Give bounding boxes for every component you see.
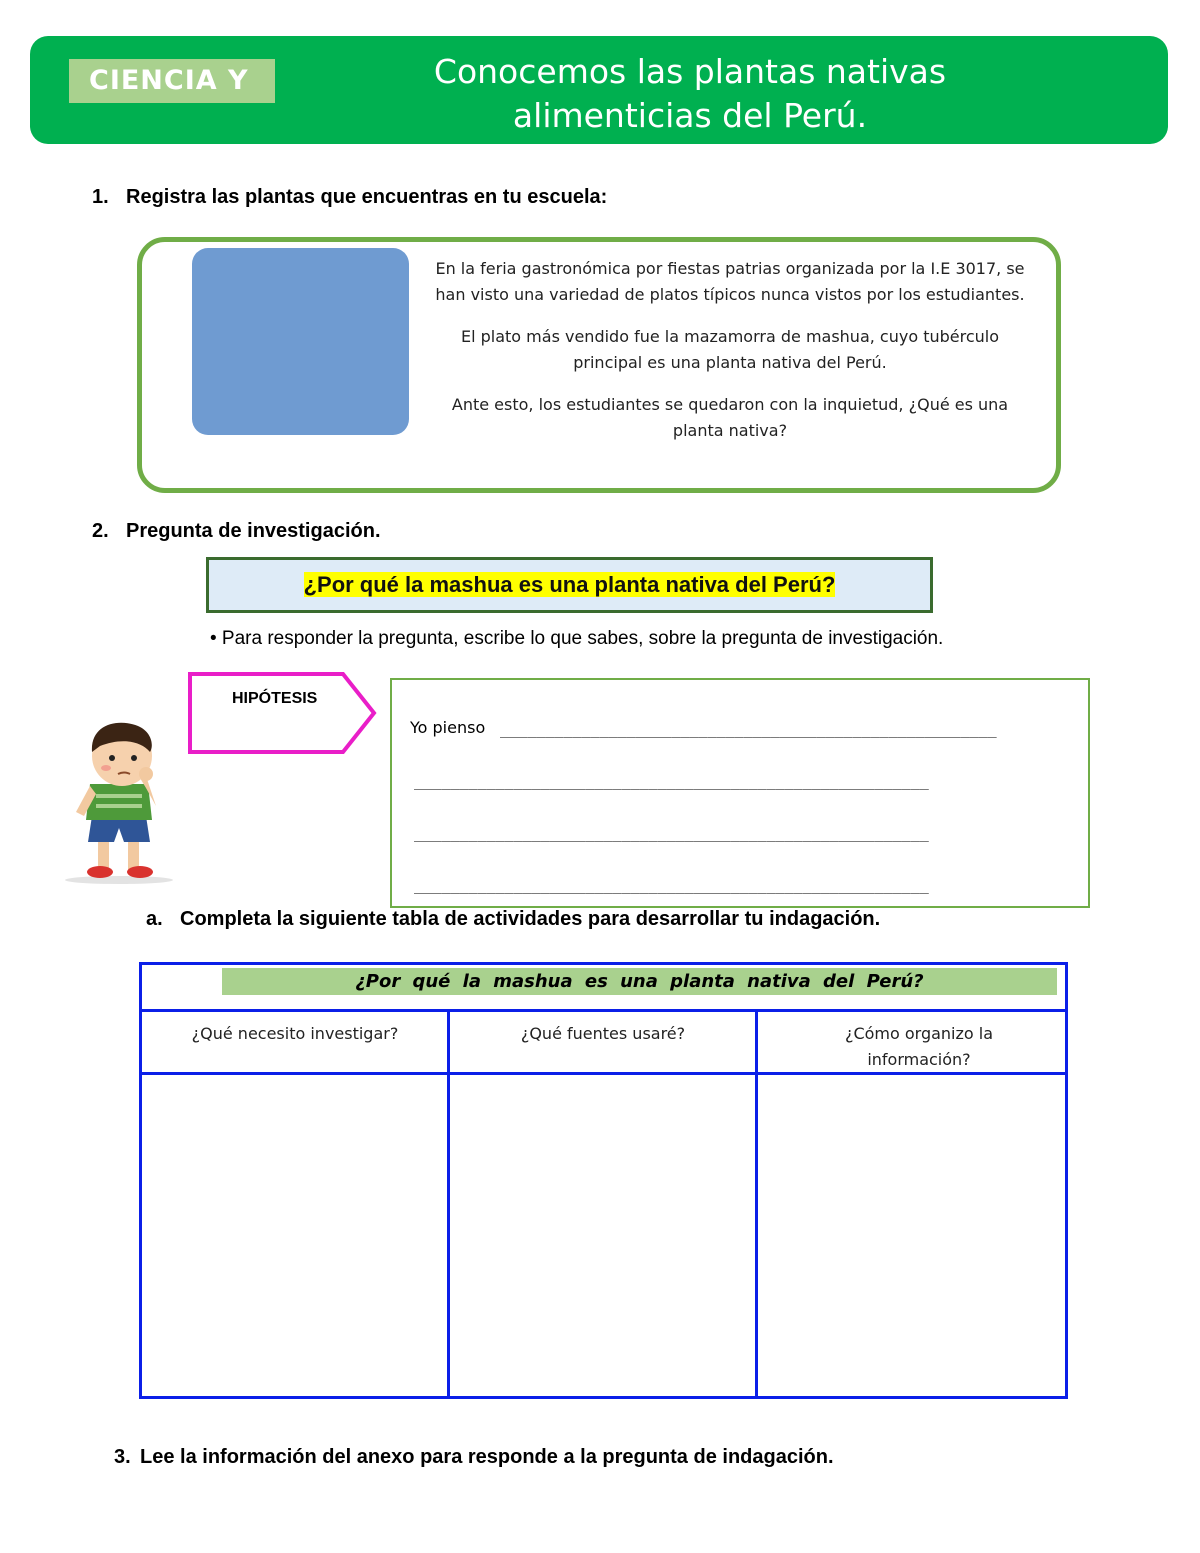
- column-header-sources: ¿Qué fuentes usaré?: [520, 1024, 686, 1043]
- section-a-number: a.: [146, 908, 163, 930]
- section-3-number: 3.: [114, 1446, 131, 1468]
- section-3-text: Lee la información del anexo para responde a la pregunta de indagación.: [140, 1446, 834, 1468]
- hypothesis-answer-box[interactable]: [390, 678, 1090, 908]
- research-question-box: [206, 557, 933, 613]
- section-2-number: 2.: [92, 520, 109, 542]
- column-header-organize: ¿Cómo organizo la información?: [844, 1024, 994, 1069]
- table-cell-sources[interactable]: [450, 1075, 755, 1396]
- subject-badge: CIENCIA Y: [69, 59, 275, 103]
- answer-prefix-label: [410, 718, 485, 737]
- column-header-investigate: ¿Qué necesito investigar?: [191, 1024, 399, 1043]
- table-cell-organize[interactable]: [758, 1075, 1065, 1396]
- page-title-line-1: Conocemos las plantas nativas: [433, 52, 947, 91]
- answer-prefix-text: Yo pienso: [410, 718, 486, 737]
- page-title-line-2: alimenticias del Perú.: [512, 96, 868, 135]
- section-a-text: Completa la siguiente tabla de actividades para desarrollar tu indagación.: [180, 908, 881, 930]
- story-paragraph-1: En la feria gastronómica por fiestas patrias organizada por la I.E 3017, se han visto una variedad de platos típicos nunca vistos por los estudiantes.: [435, 259, 1025, 304]
- story-image-placeholder: [192, 248, 409, 435]
- hypothesis-label: HIPÓTESIS: [232, 690, 318, 707]
- answer-line-2[interactable]: _________________________________________________________: [414, 772, 929, 790]
- page-title: [330, 50, 1050, 138]
- section-1-text: Registra las plantas que encuentras en tu escuela:: [126, 186, 608, 208]
- section-2-text: Pregunta de investigación.: [126, 520, 381, 542]
- story-paragraph-3: Ante esto, los estudiantes se quedaron con la inquietud, ¿Qué es una planta nativa?: [451, 395, 1009, 440]
- section-2-heading: [92, 520, 381, 543]
- section-1-heading: [92, 186, 607, 209]
- section-3-heading: [114, 1446, 834, 1469]
- research-question: ¿Por qué la mashua es una planta nativa del Perú?: [303, 572, 836, 597]
- table-divider-title: [139, 1009, 1068, 1012]
- table-cell-investigate[interactable]: [142, 1075, 447, 1396]
- story-paragraph-2: El plato más vendido fue la mazamorra de mashua, cuyo tubérculo principal es una planta nativa del Perú.: [460, 327, 1000, 372]
- thinking-child-illustration: [60, 716, 178, 888]
- instruction-text: • Para responder la pregunta, escribe lo que sabes, sobre la pregunta de investigación.: [210, 628, 944, 649]
- table-title: ¿Por qué la mashua es una planta nativa del Perú?: [222, 968, 1057, 995]
- story-text: [430, 256, 1030, 460]
- answer-line-4[interactable]: _________________________________________________________: [414, 876, 929, 894]
- answer-line-3[interactable]: _________________________________________________________: [414, 824, 929, 842]
- answer-line-1[interactable]: _______________________________________________________: [500, 720, 997, 738]
- section-1-number: 1.: [92, 186, 109, 208]
- hypothesis-arrow-shape: [188, 672, 378, 754]
- section-a-heading: [146, 908, 880, 931]
